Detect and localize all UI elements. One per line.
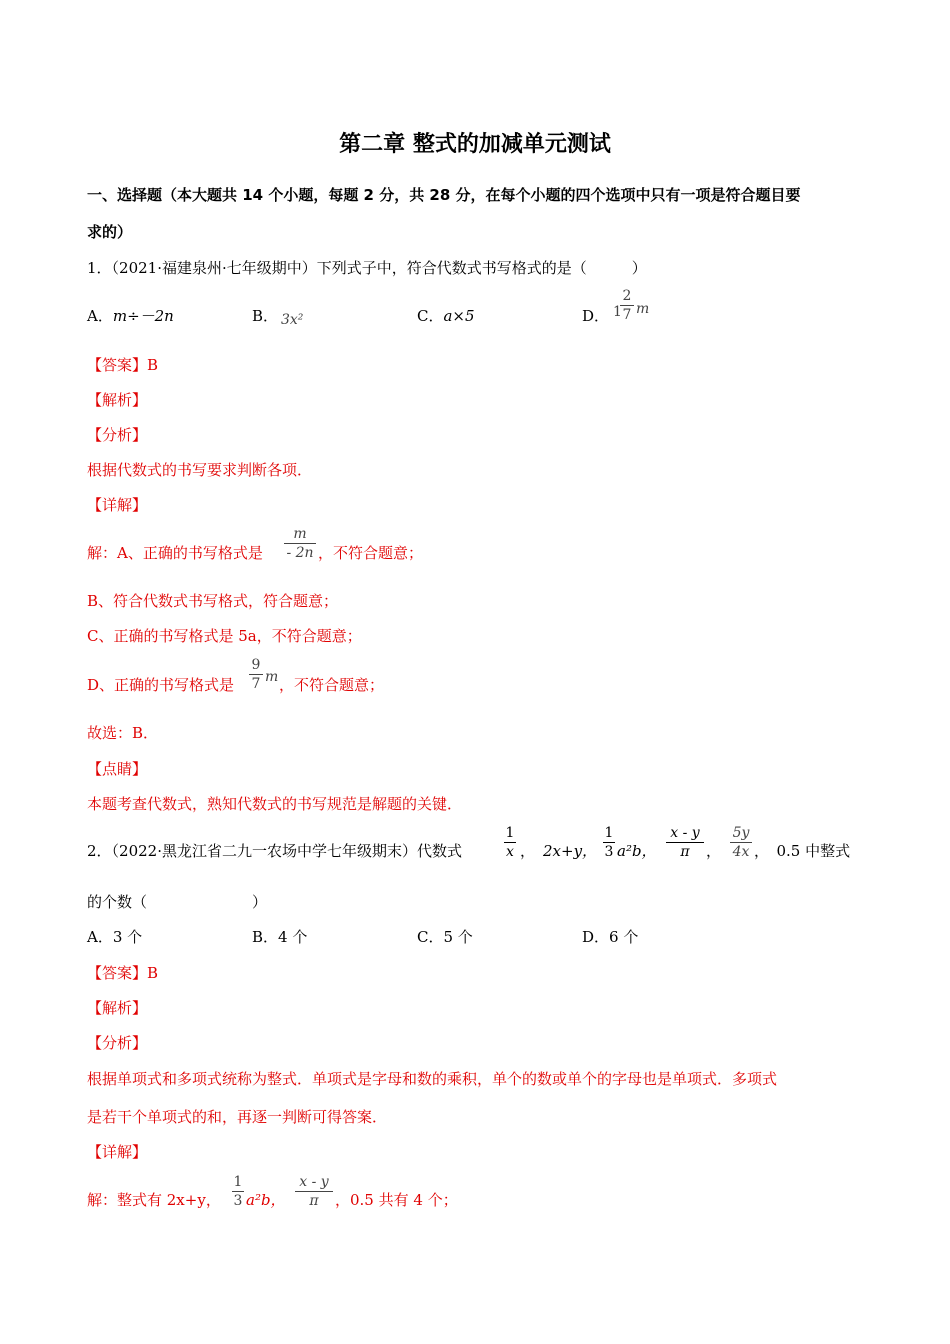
fraction-bar xyxy=(620,305,634,306)
q1-option-a xyxy=(87,305,174,326)
fraction-bar xyxy=(603,842,615,843)
q1-solution-a-post: ，不符合题意； xyxy=(318,544,424,562)
q2-expr-1-den: x xyxy=(506,844,514,860)
q1-option-b xyxy=(252,305,278,326)
q1-option-d-num: 2 xyxy=(622,288,632,304)
fraction-bar xyxy=(232,1191,244,1192)
q2-stem-post: ， 0.5 中整式 xyxy=(754,842,851,860)
q1-answer: 【答案】B xyxy=(87,356,159,374)
q1-conclusion: 故选：B． xyxy=(87,724,159,742)
q1-solution-d-var: m xyxy=(265,669,279,685)
fraction-bar xyxy=(504,842,516,843)
q2-option-b: B．4 个 xyxy=(252,928,308,946)
q2-expr-4 xyxy=(666,825,704,860)
q1-solution-a-fraction xyxy=(284,526,316,561)
q2-solution-expr-1-den: 3 xyxy=(233,1193,243,1209)
fraction-bar xyxy=(666,842,704,843)
q2-stem-pre: 2．（2022·黑龙江省二九一农场中学七年级期末）代数式 xyxy=(87,842,462,860)
q2-solution-expr-1-num: 1 xyxy=(233,1174,243,1190)
q1-option-c-expr: a×5 xyxy=(443,307,475,325)
q1-option-a-label: A． xyxy=(87,307,113,325)
q2-jiexi-label: 【解析】 xyxy=(87,999,148,1017)
q1-option-d-fraction xyxy=(620,288,634,323)
q2-expr-2: 2x+y， xyxy=(543,842,598,860)
q1-solution-a-num: m xyxy=(293,526,307,542)
q2-expr-1-num: 1 xyxy=(505,825,515,841)
q1-fenxi-text: 根据代数式的书写要求判断各项． xyxy=(87,461,313,479)
q1-dianjing-text: 本题考查代数式，熟知代数式的书写规范是解题的关键． xyxy=(87,795,463,813)
q2-expr-1 xyxy=(504,825,516,860)
q2-expr-3-post: a²b， xyxy=(617,842,657,860)
q2-expr-4-den: π xyxy=(680,844,690,860)
q2-xiangjie-label: 【详解】 xyxy=(87,1143,148,1161)
q2-fenxi-text-1: 根据单项式和多项式统称为整式．单项式是字母和数的乘积，单个的数或单个的字母也是单项式．多项式 xyxy=(87,1070,778,1088)
q1-option-b-label: B． xyxy=(252,307,279,325)
q2-fenxi-label: 【分析】 xyxy=(87,1034,148,1052)
q1-solution-c: C、正确的书写格式是 5a，不符合题意； xyxy=(87,627,362,645)
q2-separator: ， xyxy=(520,842,536,860)
q1-solution-a-den: - 2n xyxy=(286,545,314,561)
fraction-bar xyxy=(249,674,263,675)
section-heading-cont: 求的） xyxy=(87,223,133,241)
q2-answer: 【答案】B xyxy=(87,964,159,982)
q2-expr-5 xyxy=(730,825,752,860)
q1-stem: 1．（2021·福建泉州·七年级期中）下列式子中，符合代数式书写格式的是（ ） xyxy=(87,259,647,277)
q2-fenxi-text-2: 是若干个单项式的和，再逐一判断可得答案． xyxy=(87,1108,388,1126)
q1-solution-d-fraction xyxy=(249,657,263,692)
q1-solution-a-pre: 解：A、正确的书写格式是 xyxy=(87,544,263,562)
q1-solution-d-den: 7 xyxy=(251,676,261,692)
q2-expr-3-den: 3 xyxy=(604,844,614,860)
q1-option-c xyxy=(417,305,475,326)
q1-option-d-den: 7 xyxy=(622,307,632,323)
q1-option-d-var: m xyxy=(636,301,650,317)
q1-solution-d-num: 9 xyxy=(251,657,261,673)
q2-expr-3-num: 1 xyxy=(604,825,614,841)
q1-xiangjie-label: 【详解】 xyxy=(87,496,148,514)
q2-expr-4-num: x - y xyxy=(670,825,700,841)
q2-solution-expr-2-num: x - y xyxy=(299,1174,329,1190)
q1-option-c-label: C． xyxy=(417,307,444,325)
fraction-bar xyxy=(284,543,316,544)
q2-expr-3 xyxy=(603,825,615,860)
q2-expr-5-num: 5y xyxy=(732,825,750,841)
q2-option-a: A．3 个 xyxy=(87,928,143,946)
q2-option-d: D．6 个 xyxy=(582,928,639,946)
fraction-bar xyxy=(730,842,752,843)
q1-dianjing-label: 【点睛】 xyxy=(87,760,148,778)
q1-option-d-whole: 1 xyxy=(613,304,622,320)
q1-option-b-expr: 3x² xyxy=(281,312,304,328)
q2-solution-expr-1 xyxy=(232,1174,244,1209)
q1-jiexi-label: 【解析】 xyxy=(87,391,148,409)
q1-fenxi-label: 【分析】 xyxy=(87,426,148,444)
q2-solution-expr-2 xyxy=(295,1174,333,1209)
q2-solution-pre: 解：整式有 2x+y， xyxy=(87,1191,221,1209)
q2-option-c: C．5 个 xyxy=(417,928,473,946)
q2-stem-line2: 的个数（ ） xyxy=(87,893,268,911)
q2-expr-5-den: 4x xyxy=(732,844,750,860)
q1-solution-d-pre: D、正确的书写格式是 xyxy=(87,676,235,694)
fraction-bar xyxy=(295,1191,333,1192)
q1-option-a-expr: m÷－2n xyxy=(112,307,174,325)
q2-solution-expr-1-post: a²b， xyxy=(246,1191,286,1209)
q2-solution-post: ，0.5 共有 4 个； xyxy=(335,1191,458,1209)
section-heading: 一、选择题（本大题共 14 个小题，每题 2 分，共 28 分，在每个小题的四个选项中只有一项是符合题目要 xyxy=(87,186,801,204)
q1-option-d xyxy=(582,305,609,326)
q2-separator: ， xyxy=(706,842,722,860)
page-title: 第二章 整式的加减单元测试 xyxy=(339,132,611,157)
q1-option-d-label: D． xyxy=(582,307,610,325)
q2-solution-expr-2-den: π xyxy=(309,1193,319,1209)
q1-solution-d-post: ，不符合题意； xyxy=(279,676,385,694)
q1-solution-b: B、符合代数式书写格式，符合题意； xyxy=(87,592,339,610)
